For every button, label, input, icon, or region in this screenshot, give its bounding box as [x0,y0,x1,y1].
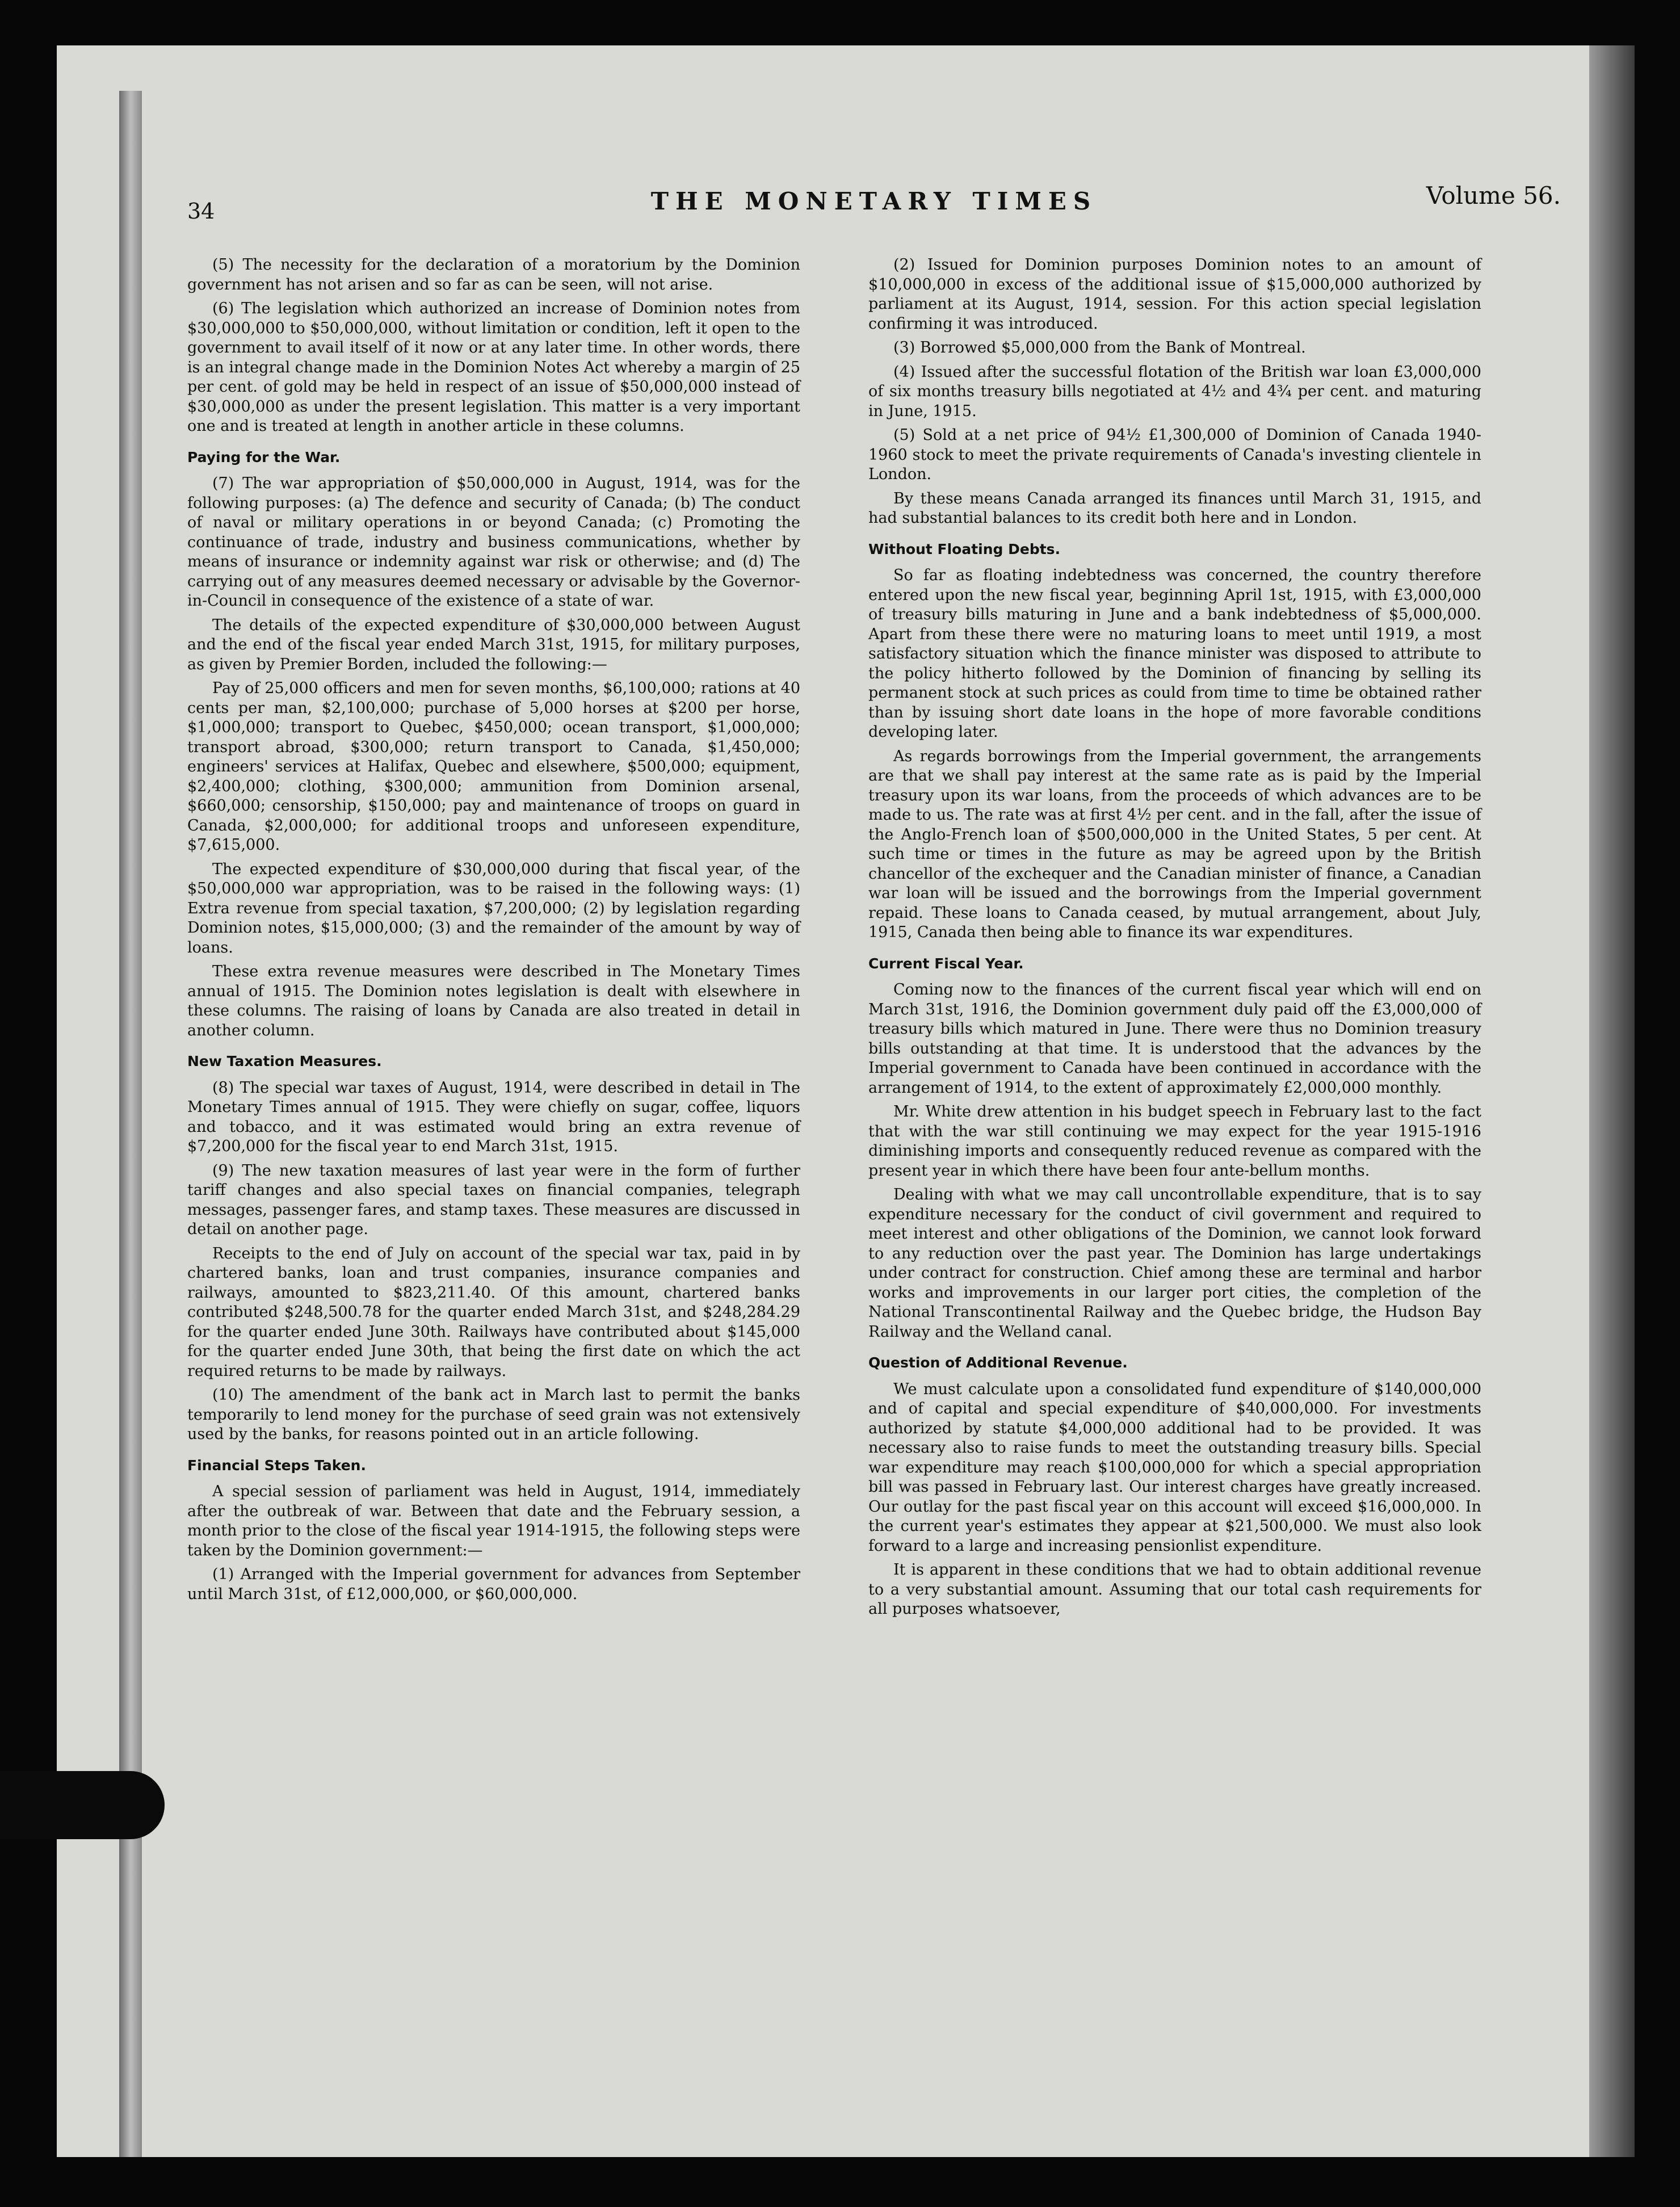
section-heading: Financial Steps Taken. [187,1457,366,1474]
section-heading: New Taxation Measures. [187,1053,382,1069]
right-column [868,255,1481,1624]
paragraph: Coming now to the finances of the current fiscal year which will end on March 31st, 1916, the Dominion government duly paid off the £3,000,000 of treasury bills which matured in June. There were thus no Dominion treasury bills outstanding at that time. It is understood that the advances by the Imperial government to Canada have been continued in accordance with the arrangement of 1914, to the extent of approximately £2,000,000 monthly. [868,981,1481,1097]
paragraph: These extra revenue measures were described in The Monetary Times annual of 1915. The Dominion notes legislation is dealt with elsewhere in these columns. The raising of loans by Canada are also treated in detail in another column. [187,963,800,1039]
paragraph: (4) Issued after the successful flotation of the British war loan £3,000,000 of six months treasury bills negotiated at 4½ and 4¾ per cent. and maturing in June, 1915. [868,363,1481,420]
paragraph: We must calculate upon a consolidated fund expenditure of $140,000,000 and of capital and special expenditure of $40,000,000. For investments authorized by statute $4,000,000 additional had to be provided. It was necessary also to raise funds to meet the outstanding treasury bills. Special war expenditure may reach $100,000,000 for which a special appropriation bill was passed in February last. Our interest charges have greatly increased. Our outlay for the past fiscal year on this account will exceed $16,000,000. In the current year's estimates they appear at $21,500,000. We must also look forward to a large and increasing pensionlist expenditure. [868,1380,1481,1555]
page-header [187,142,1561,224]
section-heading: Without Floating Debts. [868,540,1061,557]
scanned-page [57,45,1635,2157]
masthead-title: THE MONETARY TIMES [650,187,1098,215]
paragraph: The expected expenditure of $30,000,000 during that fiscal year, of the $50,000,000 war appropriation, was to be raised in the following ways: (1) Extra revenue from special taxation, $7,200,000; (2) by legislation regarding Dominion notes, $15,000,000; (3) and the remainder of the amount by way of loans. [187,860,800,956]
page-fold-shadow [1589,45,1635,2157]
paragraph: (5) The necessity for the declaration of a moratorium by the Dominion government has not arisen and so far as can be seen, will not arise. [187,256,800,293]
paragraph: Dealing with what we may call uncontrollable expenditure, that is to say expenditure necessary for the conduct of civil government and required to meet interest and other obligations of the Dominion, we cannot look forward to any reduction over the past year. The Dominion has large undertakings under contract for construction. Chief among these are terminal and harbor works and improvements in our larger port cities, the completion of the National Transcontinental Railway and the Quebec bridge, the Hudson Bay Railway and the Welland canal. [868,1186,1481,1341]
paragraph: Pay of 25,000 officers and men for seven months, $6,100,000; rations at 40 cents per man, $2,100,000; purchase of 5,000 horses at $200 per horse, $1,000,000; transport to Quebec, $450,000; ocean transport, $1,000,000; transport abroad, $300,000; return transport to Canada, $1,450,000; engineers' services at Halifax, Quebec and elsewhere, $500,000; equipment, $2,400,000; clothing, $300,000; ammunition from Dominion arsenal, $660,000; censorship, $150,000; pay and maintenance of troops on guard in Canada, $2,000,000; for additional troops and unforeseen expenditure, $7,615,000. [187,679,800,854]
paragraph: (7) The war appropriation of $50,000,000 in August, 1914, was for the following purposes: (a) The defence and security of Canada; (b) The conduct of naval or military operations in or beyond Canada; (c) Promoting the continuance of trade, industry and business communications, whether by means of insurance or indemnity against war risk or otherwise; and (d) The carrying out of any measures deemed necessary or advisable by the Governor-in-Council in consequence of the existence of a state of war. [187,475,800,610]
paragraph: (10) The amendment of the bank act in March last to permit the banks temporarily to lend money for the purchase of seed grain was not extensively used by the banks, for reasons pointed out in an article following. [187,1386,800,1443]
page-number: 34 [187,199,215,224]
paragraph: (8) The special war taxes of August, 1914, were described in detail in The Monetary Times annual of 1915. They were chiefly on sugar, coffee, liquors and tobacco, and it was estimated would bring an extra revenue of $7,200,000 for the fiscal year to end March 31st, 1915. [187,1079,800,1155]
binder-tab [0,1771,165,1839]
paragraph: (5) Sold at a net price of 94½ £1,300,000 of Dominion of Canada 1940-1960 stock to meet the private requirements of Canada's investing clientele in London. [868,426,1481,483]
paragraph: (9) The new taxation measures of last year were in the form of further tariff changes and also special taxes on financial companies, telegraph messages, passenger fares, and stamp taxes. These measures are discussed in detail on another page. [187,1161,800,1238]
section-heading: Paying for the War. [187,448,341,465]
paragraph: As regards borrowings from the Imperial government, the arrangements are that we shall pay interest at the same rate as is paid by the Imperial treasury upon its war loans, from the proceeds of which advances are to be made to us. The rate was at first 4½ per cent. and in the fall, after the issue of the Anglo-French loan of $500,000,000 in the United States, 5 per cent. At such time or times in the future as may be agreed upon by the British chancellor of the exchequer and the Canadian minister of finance, a Canadian war loan will be issued and the borrowings from the Imperial government repaid. These loans to Canada ceased, by mutual arrangement, about July, 1915, Canada then being able to finance its war expenditures. [868,747,1481,941]
paragraph: By these means Canada arranged its finances until March 31, 1915, and had substantial balances to its credit both here and in London. [868,489,1481,527]
page-content [187,142,1561,2129]
paragraph: (6) The legislation which authorized an increase of Dominion notes from $30,000,000 to $50,000,000, without limitation or condition, left it open to the government to avail itself of it now or at any later time. In other words, there is an integral change made in the Dominion Notes Act whereby a margin of 25 per cent. of gold may be held in respect of an issue of $50,000,000 instead of $30,000,000 as under the present legislation. This matter is a very important one and is treated at length in another article in these columns. [187,300,800,435]
paragraph: It is apparent in these conditions that we had to obtain additional revenue to a very substantial amount. Assuming that our total cash requirements for all purposes whatsoever, [868,1561,1481,1618]
volume-label: Volume 56. [1426,182,1561,209]
section-heading: Current Fiscal Year. [868,955,1024,972]
section-heading: Question of Additional Revenue. [868,1354,1128,1371]
paragraph: The details of the expected expenditure of $30,000,000 between August and the end of the fiscal year ended March 31st, 1915, for military purposes, as given by Premier Borden, included the following:— [187,616,800,673]
paragraph: Mr. White drew attention in his budget speech in February last to the fact that with the war still continuing we may expect for the year 1915-1916 diminishing imports and consequently reduced revenue as compared with the present year in which there have been four ante-bellum months. [868,1103,1481,1180]
page-spine-shadow [119,91,142,2157]
paragraph: So far as floating indebtedness was concerned, the country therefore entered upon the new fiscal year, beginning April 1st, 1915, with £3,000,000 of treasury bills maturing in June and a bank indebtedness of $5,000,000. Apart from these there were no maturing loans to meet until 1919, a most satisfactory situation which the finance minister was disposed to attribute to the policy hitherto followed by the Dominion of financing by selling its permanent stock at such prices as could from time to time be obtained rather than by issuing short date loans in the hope of more favorable conditions developing later. [868,567,1481,741]
paragraph: (1) Arranged with the Imperial government for advances from September until March 31st, of £12,000,000, or $60,000,000. [187,1566,800,1603]
left-column [187,255,800,1609]
paragraph: (3) Borrowed $5,000,000 from the Bank of Montreal. [893,339,1306,356]
paragraph: Receipts to the end of July on account of the special war tax, paid in by chartered banks, loan and trust companies, insurance companies and railways, amounted to $823,211.40. Of this amount, chartered banks contributed $248,500.78 for the quarter ended March 31st, and $248,284.29 for the quarter ended June 30th. Railways have contributed about $145,000 for the quarter ended June 30th, that being the first date on which the act required returns to be made by railways. [187,1244,800,1380]
paragraph: (2) Issued for Dominion purposes Dominion notes to an amount of $10,000,000 in excess of the additional issue of $15,000,000 authorized by parliament at its August, 1914, session. For this action special legislation confirming it was introduced. [868,256,1481,333]
paragraph: A special session of parliament was held in August, 1914, immediately after the outbreak of war. Between that date and the February session, a month prior to the close of the fiscal year 1914-1915, the following steps were taken by the Dominion government:— [187,1483,800,1559]
